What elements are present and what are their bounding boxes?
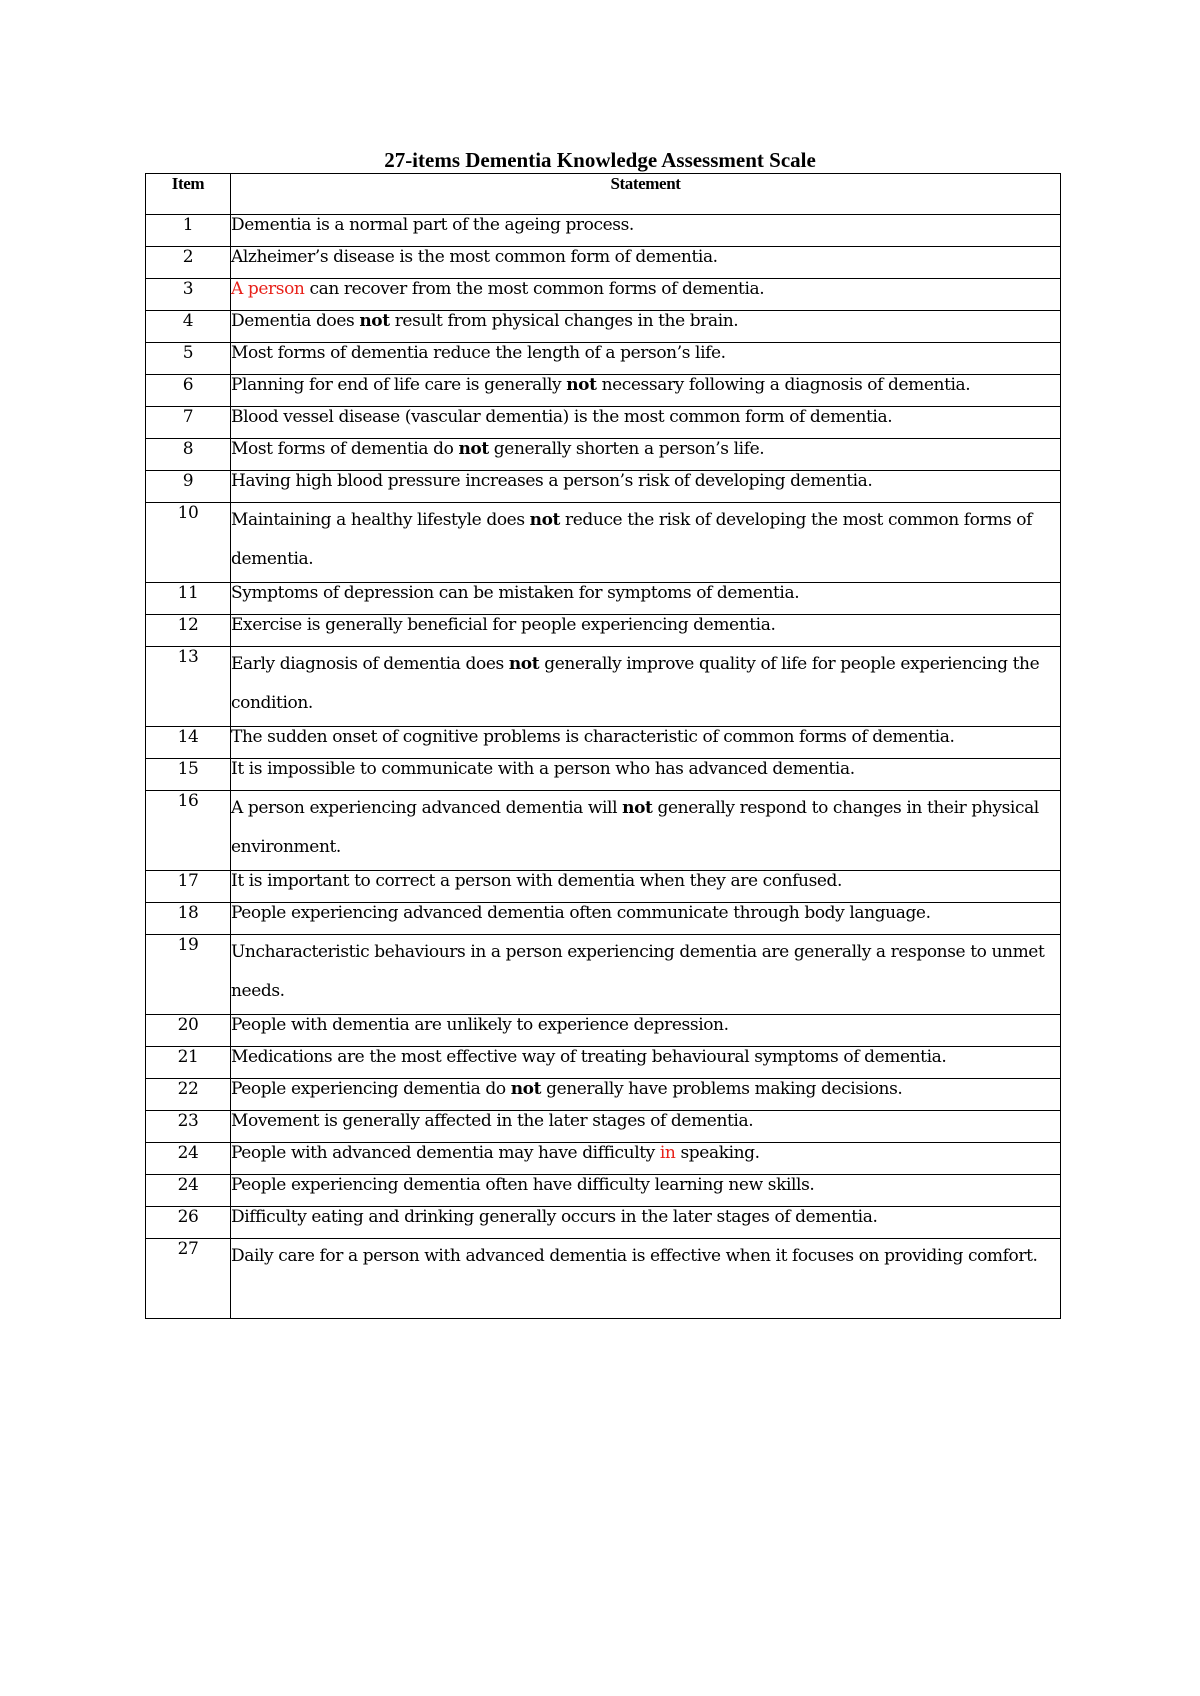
statement-segment: necessary following a diagnosis of dementia. (596, 375, 971, 395)
table-row (146, 1239, 1061, 1319)
statement-text (231, 583, 1061, 615)
item-number: 14 (146, 727, 231, 759)
item-number: 26 (146, 1207, 231, 1239)
statement-segment: generally respond to changes in their physical environment. (231, 798, 1039, 857)
statement-text (231, 375, 1061, 407)
statement-content (231, 247, 1060, 267)
item-number: 19 (146, 935, 231, 1015)
highlighted-text: in (659, 1143, 676, 1163)
table-row (146, 247, 1061, 279)
statement-segment: Exercise is generally beneficial for people experiencing dementia. (231, 615, 776, 635)
statement-content (231, 343, 1060, 363)
item-number: 22 (146, 1079, 231, 1111)
statement-text (231, 1079, 1061, 1111)
table-row (146, 647, 1061, 727)
statement-text (231, 279, 1061, 311)
table-row (146, 1111, 1061, 1143)
statement-text (231, 215, 1061, 247)
statement-segment: It is impossible to communicate with a person who has advanced dementia. (231, 759, 855, 779)
table-row (146, 215, 1061, 247)
statement-content (231, 501, 1060, 579)
table-row (146, 871, 1061, 903)
item-number: 4 (146, 311, 231, 343)
statement-text (231, 1015, 1061, 1047)
statement-text (231, 791, 1061, 871)
statement-text (231, 1207, 1061, 1239)
statement-text (231, 343, 1061, 375)
table-row (146, 1047, 1061, 1079)
statement-content (231, 279, 1060, 299)
statement-content (231, 1111, 1060, 1131)
table-row (146, 583, 1061, 615)
statement-segment: Dementia is a normal part of the ageing process. (231, 215, 634, 235)
statement-segment: result from physical changes in the brain. (389, 311, 739, 331)
statement-segment: Medications are the most effective way of treating behavioural symptoms of dementia. (231, 1047, 947, 1067)
statement-content (231, 215, 1060, 235)
statement-text (231, 759, 1061, 791)
item-number: 24 (146, 1143, 231, 1175)
statement-content (231, 903, 1060, 923)
statement-content (231, 727, 1060, 747)
statement-segment: Planning for end of life care is generally (231, 375, 567, 395)
emphasis-not: not (359, 311, 390, 331)
statement-segment: Blood vessel disease (vascular dementia) is the most common form of dementia. (231, 407, 893, 427)
statement-segment: speaking. (675, 1143, 760, 1163)
table-row (146, 311, 1061, 343)
statement-text (231, 727, 1061, 759)
assessment-table (145, 173, 1061, 1319)
table-row (146, 1015, 1061, 1047)
statement-text (231, 1047, 1061, 1079)
statement-content (231, 645, 1060, 723)
item-number: 2 (146, 247, 231, 279)
statement-text (231, 1175, 1061, 1207)
statement-segment: Uncharacteristic behaviours in a person experiencing dementia are generally a response to unmet needs. (231, 942, 1045, 1001)
statement-text (231, 407, 1061, 439)
statement-segment: Maintaining a healthy lifestyle does (231, 510, 530, 530)
statement-segment: Most forms of dementia do (231, 439, 459, 459)
table-row (146, 1175, 1061, 1207)
item-number: 27 (146, 1239, 231, 1319)
statement-segment: It is important to correct a person with dementia when they are confused. (231, 871, 843, 891)
table-row (146, 727, 1061, 759)
statement-text (231, 647, 1061, 727)
table-row (146, 503, 1061, 583)
statement-segment: can recover from the most common forms of dementia. (304, 279, 765, 299)
statement-content (231, 583, 1060, 603)
statement-text (231, 1143, 1061, 1175)
emphasis-not: not (566, 375, 597, 395)
table-row (146, 759, 1061, 791)
item-number: 5 (146, 343, 231, 375)
statement-content (231, 1207, 1060, 1227)
statement-segment: Symptoms of depression can be mistaken for symptoms of dementia. (231, 583, 800, 603)
table-row (146, 1079, 1061, 1111)
item-number: 1 (146, 215, 231, 247)
statement-content (231, 311, 1060, 331)
statement-segment: Movement is generally affected in the later stages of dementia. (231, 1111, 754, 1131)
statement-segment: People with dementia are unlikely to experience depression. (231, 1015, 729, 1035)
table-header-row (146, 174, 1061, 215)
statement-segment: The sudden onset of cognitive problems is characteristic of common forms of dementia. (231, 727, 955, 747)
statement-segment: Having high blood pressure increases a person’s risk of developing dementia. (231, 471, 873, 491)
table-row (146, 1143, 1061, 1175)
item-number: 11 (146, 583, 231, 615)
statement-segment: Dementia does (231, 311, 360, 331)
table-row (146, 935, 1061, 1015)
table-body (146, 215, 1061, 1319)
statement-text (231, 871, 1061, 903)
statement-segment: Alzheimer’s disease is the most common form of dementia. (231, 247, 718, 267)
table-row (146, 471, 1061, 503)
column-header-statement: Statement (231, 174, 1061, 215)
statement-content (231, 407, 1060, 427)
emphasis-not: not (529, 510, 561, 530)
statement-content (231, 439, 1060, 459)
statement-text (231, 439, 1061, 471)
statement-text (231, 503, 1061, 583)
statement-content (231, 789, 1060, 867)
item-number: 15 (146, 759, 231, 791)
statement-text (231, 935, 1061, 1015)
statement-content (231, 375, 1060, 395)
statement-segment: People experiencing dementia often have difficulty learning new skills. (231, 1175, 815, 1195)
statement-text (231, 471, 1061, 503)
statement-segment: Difficulty eating and drinking generally occurs in the later stages of dementia. (231, 1207, 878, 1227)
table-row (146, 343, 1061, 375)
statement-content (231, 1143, 1060, 1163)
statement-segment: generally improve quality of life for people experiencing the condition. (231, 654, 1040, 713)
item-number: 13 (146, 647, 231, 727)
item-number: 17 (146, 871, 231, 903)
table-row (146, 279, 1061, 311)
emphasis-not: not (458, 439, 489, 459)
statement-segment: People with advanced dementia may have difficulty (231, 1143, 660, 1163)
item-number: 7 (146, 407, 231, 439)
statement-content (231, 1047, 1060, 1067)
column-header-item: Item (146, 174, 231, 215)
statement-text (231, 1239, 1061, 1319)
item-number: 24 (146, 1175, 231, 1207)
statement-text (231, 311, 1061, 343)
statement-content (231, 471, 1060, 491)
page-title: 27-items Dementia Knowledge Assessment Scale (384, 148, 816, 172)
statement-content (231, 871, 1060, 891)
table-row (146, 615, 1061, 647)
emphasis-not: not (622, 798, 653, 818)
highlighted-text: A person (231, 279, 305, 299)
statement-content (231, 1079, 1060, 1099)
item-number: 18 (146, 903, 231, 935)
statement-segment: generally have problems making decisions. (541, 1079, 903, 1099)
statement-segment: People experiencing dementia do (231, 1079, 511, 1099)
statement-segment: Most forms of dementia reduce the length of a person’s life. (231, 343, 726, 363)
table-row (146, 407, 1061, 439)
statement-text (231, 903, 1061, 935)
item-number: 21 (146, 1047, 231, 1079)
item-number: 10 (146, 503, 231, 583)
item-number: 20 (146, 1015, 231, 1047)
table-row (146, 903, 1061, 935)
item-number: 12 (146, 615, 231, 647)
statement-content (231, 1015, 1060, 1035)
item-number: 16 (146, 791, 231, 871)
emphasis-not: not (510, 1079, 542, 1099)
emphasis-not: not (508, 654, 540, 674)
item-number: 23 (146, 1111, 231, 1143)
statement-segment: Daily care for a person with advanced dementia is effective when it focuses on providing comfort. (231, 1246, 1038, 1266)
item-number: 6 (146, 375, 231, 407)
item-number: 8 (146, 439, 231, 471)
statement-segment: A person experiencing advanced dementia will (231, 798, 623, 818)
item-number: 9 (146, 471, 231, 503)
table-row (146, 791, 1061, 871)
statement-segment: People experiencing advanced dementia often communicate through body language. (231, 903, 931, 923)
statement-content (231, 759, 1060, 779)
item-number: 3 (146, 279, 231, 311)
statement-segment: generally shorten a person’s life. (488, 439, 765, 459)
statement-segment: reduce the risk of developing the most common forms of dementia. (231, 510, 1032, 569)
statement-segment: Early diagnosis of dementia does (231, 654, 509, 674)
table-row (146, 375, 1061, 407)
statement-content (231, 1237, 1060, 1276)
table-row (146, 1207, 1061, 1239)
statement-text (231, 247, 1061, 279)
statement-content (231, 933, 1060, 1011)
statement-text (231, 615, 1061, 647)
table-row (146, 439, 1061, 471)
statement-text (231, 1111, 1061, 1143)
statement-content (231, 615, 1060, 635)
statement-content (231, 1175, 1060, 1195)
